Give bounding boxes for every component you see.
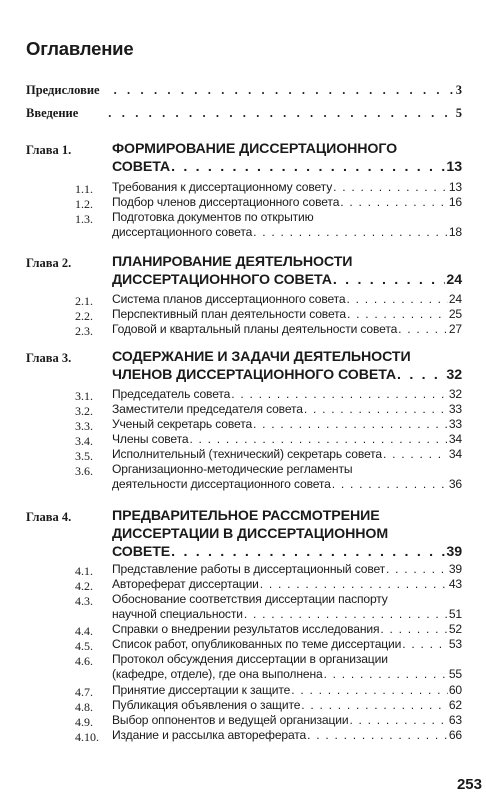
chapter-label: Глава 1. <box>26 143 72 157</box>
chapter-title: ПРЕДВАРИТЕЛЬНОЕ РАССМОТРЕНИЕ ДИССЕРТАЦИИ В ДИССЕРТАЦИОННОМ СОВЕТЕ . . . 39 <box>112 507 462 561</box>
section-number: 4.8. <box>75 700 93 714</box>
section-page: 13 <box>448 180 462 194</box>
chapter-page: 39 <box>446 544 462 560</box>
leader-dots <box>332 477 448 492</box>
section-number: 1.3. <box>75 212 93 226</box>
section-page: 34 <box>448 432 462 446</box>
leader-dots <box>333 180 448 195</box>
section-page: 24 <box>448 292 462 306</box>
section-number: 2.2. <box>75 309 93 323</box>
section-number: 4.2. <box>75 579 93 593</box>
leader-dots <box>333 271 446 289</box>
section-number: 2.3. <box>75 324 93 338</box>
section-number: 4.5. <box>75 639 93 653</box>
section-number: 3.1. <box>75 389 93 403</box>
toc-section: Список работ, опубликованных по теме диссертации . . . 53 <box>112 637 462 652</box>
leader-dots <box>114 82 455 98</box>
leader-dots <box>253 417 448 432</box>
entry-page: 3 <box>455 83 462 97</box>
leader-dots <box>346 292 447 307</box>
toc-section: Заместители председателя совета . . . 33 <box>112 402 462 417</box>
toc-section: Требования к диссертационному совету . . . 13 <box>112 180 462 195</box>
section-number: 3.4. <box>75 434 93 448</box>
section-number: 4.7. <box>75 685 93 699</box>
entry-title: Введение <box>26 106 79 120</box>
chapter-label: Глава 4. <box>26 510 72 524</box>
toc-section: Подбор членов диссертационного совета . . . 16 <box>112 195 462 210</box>
section-page: 66 <box>448 728 462 742</box>
section-page: 53 <box>448 637 462 651</box>
section-page: 63 <box>448 713 462 727</box>
section-page: 39 <box>448 562 462 576</box>
toc-section: Обоснование соответствия диссертации паспорту научной специальности . . . 51 <box>112 592 462 622</box>
toc-section: Публикация объявления о защите . . . 62 <box>112 698 462 713</box>
leader-dots <box>340 195 448 210</box>
section-page: 33 <box>448 402 462 416</box>
toc-section: Автореферат диссертации . . . 43 <box>112 577 462 592</box>
toc-section: Принятие диссертации к защите . . . 60 <box>112 683 462 698</box>
section-page: 60 <box>448 683 462 697</box>
section-number: 4.9. <box>75 715 93 729</box>
section-number: 4.4. <box>75 624 93 638</box>
leader-dots <box>253 225 448 240</box>
entry-title: Предисловие <box>26 83 100 97</box>
leader-dots <box>171 158 445 176</box>
toc-section: Подготовка документов по открытию диссертационного совета . . . 18 <box>112 210 462 240</box>
leader-dots <box>260 577 448 592</box>
chapter-title: СОДЕРЖАНИЕ И ЗАДАЧИ ДЕЯТЕЛЬНОСТИ ЧЛЕНОВ ДИССЕРТАЦИОННОГО СОВЕТА . . . 32 <box>112 348 462 384</box>
section-number: 4.10. <box>75 730 99 744</box>
section-number: 4.1. <box>75 564 93 578</box>
page-title: Оглавление <box>26 38 134 59</box>
leader-dots <box>108 105 454 121</box>
toc-section: Протокол обсуждения диссертации в организации (кафедре, отделе), где она выполнена . . . 55 <box>112 652 462 682</box>
leader-dots <box>244 607 448 622</box>
chapter-page: 24 <box>446 272 462 288</box>
section-page: 27 <box>448 322 462 336</box>
section-page: 62 <box>448 698 462 712</box>
toc-section: Выбор оппонентов и ведущей организации . . . 63 <box>112 713 462 728</box>
chapter-page: 32 <box>446 367 462 383</box>
section-number: 1.1. <box>75 182 93 196</box>
chapter-title: ПЛАНИРОВАНИЕ ДЕЯТЕЛЬНОСТИ ДИССЕРТАЦИОННОГО СОВЕТА . . . 24 <box>112 253 462 289</box>
leader-dots <box>171 543 445 561</box>
leader-dots <box>402 637 448 652</box>
section-page: 25 <box>448 307 462 321</box>
toc-section: Представление работы в диссертационный совет . . . 39 <box>112 562 462 577</box>
section-number: 2.1. <box>75 294 93 308</box>
section-page: 43 <box>448 577 462 591</box>
section-number: 4.3. <box>75 594 93 608</box>
toc-section: Справки о внедрении результатов исследования . . . 52 <box>112 622 462 637</box>
toc-section: Председатель совета . . . 32 <box>112 387 462 402</box>
toc-section: Организационно-методические регламенты деятельности диссертационного совета . . . 36 <box>112 462 462 492</box>
toc-section: Годовой и квартальный планы деятельности совета . . . 27 <box>112 322 462 337</box>
leader-dots <box>231 387 448 402</box>
chapter-label: Глава 2. <box>26 256 72 270</box>
leader-dots <box>349 713 447 728</box>
section-page: 51 <box>448 607 462 622</box>
entry-page: 5 <box>455 106 462 120</box>
toc-section: Перспективный план деятельности совета . . . 25 <box>112 307 462 322</box>
toc-section: Члены совета . . . 34 <box>112 432 462 447</box>
toc-section: Система планов диссертационного совета . . . 24 <box>112 292 462 307</box>
page-number: 253 <box>456 776 482 793</box>
section-page: 32 <box>448 387 462 401</box>
toc-section: Ученый секретарь совета . . . 33 <box>112 417 462 432</box>
section-number: 3.2. <box>75 404 93 418</box>
section-number: 3.5. <box>75 449 93 463</box>
section-number: 4.6. <box>75 654 93 668</box>
leader-dots <box>380 622 447 637</box>
leader-dots <box>307 728 448 743</box>
leader-dots <box>301 698 448 713</box>
toc-section: Издание и рассылка автореферата . . . 66 <box>112 728 462 743</box>
section-number: 1.2. <box>75 197 93 211</box>
section-page: 33 <box>448 417 462 431</box>
section-page: 52 <box>448 622 462 636</box>
leader-dots <box>386 562 448 577</box>
leader-dots <box>383 447 448 462</box>
leader-dots <box>291 683 448 698</box>
toc-section: Исполнительный (технический) секретарь совета . . . 34 <box>112 447 462 462</box>
leader-dots <box>324 667 448 682</box>
section-number: 3.6. <box>75 464 93 478</box>
section-page: 55 <box>448 667 462 682</box>
chapter-page: 13 <box>446 159 462 175</box>
leader-dots <box>304 402 448 417</box>
leader-dots <box>398 322 448 337</box>
section-page: 16 <box>448 195 462 209</box>
section-page: 34 <box>448 447 462 461</box>
leader-dots <box>189 432 447 447</box>
section-page: 36 <box>448 477 462 492</box>
chapter-label: Глава 3. <box>26 351 72 365</box>
leader-dots <box>347 307 448 322</box>
chapter-title: ФОРМИРОВАНИЕ ДИССЕРТАЦИОННОГО СОВЕТА . . . 13 <box>112 140 462 176</box>
section-number: 3.3. <box>75 419 93 433</box>
leader-dots <box>397 366 445 384</box>
section-page: 18 <box>448 225 462 240</box>
